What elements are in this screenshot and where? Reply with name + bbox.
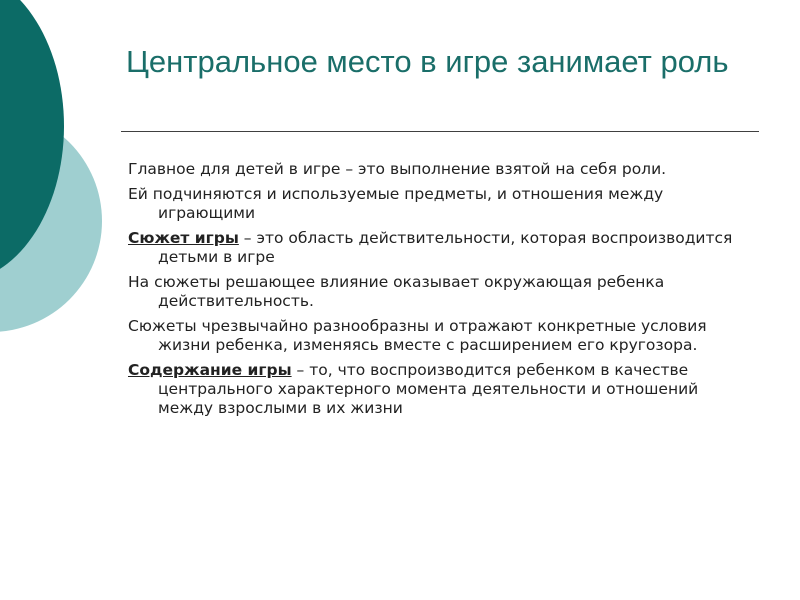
paragraph-text: На сюжеты решающее влияние оказывает окружающая ребенка действительность. [128,273,665,310]
term-soderzhanie: Содержание игры [128,361,292,379]
paragraph-text: Сюжеты чрезвычайно разнообразны и отражают конкретные условия жизни ребенка, изменяясь вместе с расширением его кругозора. [128,317,707,354]
slide-body [128,160,758,424]
paragraph-text: Ей подчиняются и используемые предметы, и отношения между играющими [128,185,664,222]
paragraph-text: Главное для детей в игре – это выполнение взятой на себя роли. [128,160,667,178]
title-divider [121,131,759,132]
paragraph-3 [128,229,758,267]
paragraph-2 [128,185,758,223]
term-syuzhet: Сюжет игры [128,229,239,247]
paragraph-text: – это область действительности, которая воспроизводится детьми в игре [158,229,733,266]
paragraph-text: – то, что воспроизводится ребенком в качестве центрального характерного момента деятельности и отношений между взрослыми в их жизни [158,361,699,417]
slide-title: Центральное место в игре занимает роль [126,44,729,79]
paragraph-1 [128,160,758,179]
paragraph-6 [128,361,758,418]
paragraph-5 [128,317,758,355]
paragraph-4 [128,273,758,311]
